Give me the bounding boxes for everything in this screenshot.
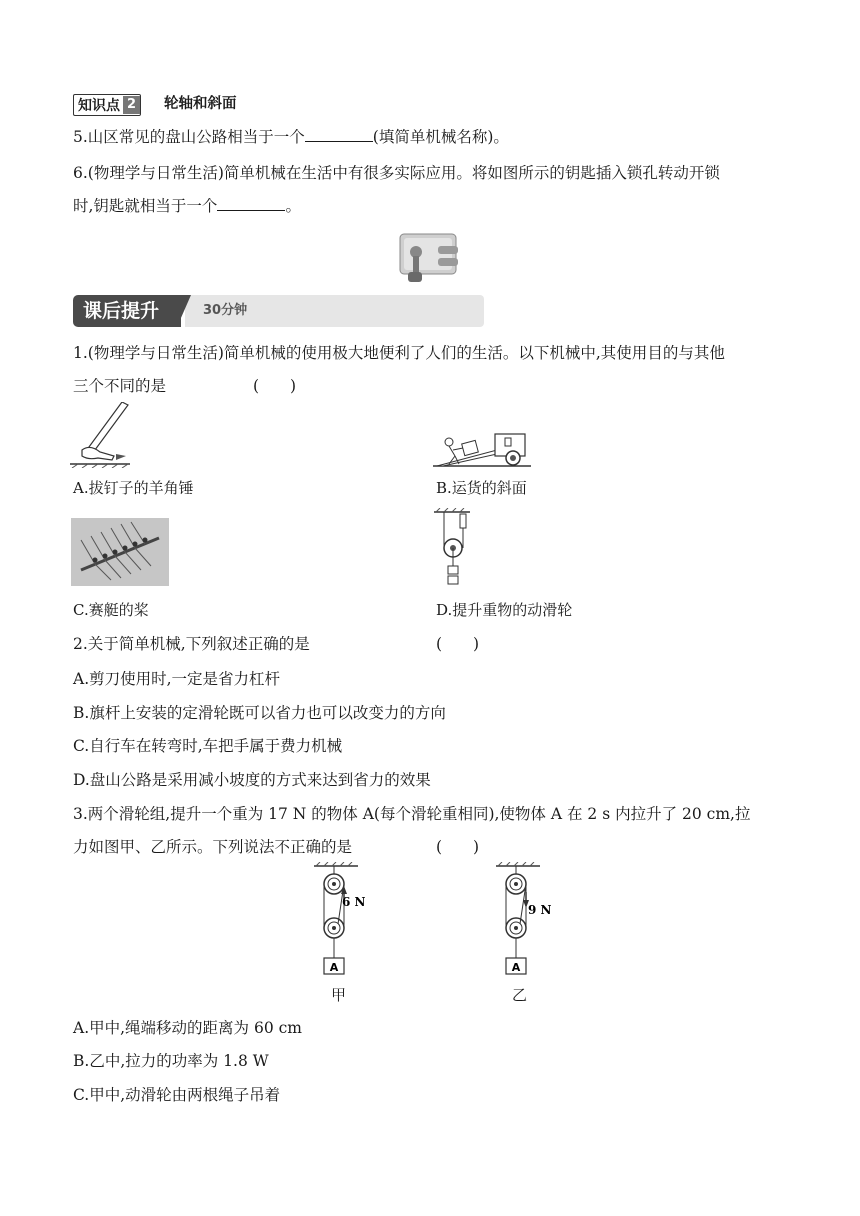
knowledge-point-label: 知识点 xyxy=(78,98,120,114)
option-c[interactable]: C.甲中,动滑轮由两根绳子吊着 xyxy=(73,1086,281,1104)
pulley-system-jia xyxy=(308,862,368,980)
lock-key-image xyxy=(394,228,466,284)
claw-hammer-image xyxy=(70,402,132,468)
question-1-line-1: 1.(物理学与日常生活)简单机械的使用极大地便利了人们的生活。以下机械中,其使用目的与其他 xyxy=(73,344,725,362)
option-d[interactable]: D.盘山公路是采用减小坡度的方式来达到省力的效果 xyxy=(73,771,431,789)
question-2-stem: 2.关于简单机械,下列叙述正确的是 xyxy=(73,635,310,653)
knowledge-point-number: 2 xyxy=(123,96,140,114)
block-label: A xyxy=(329,961,339,974)
answer-paren[interactable]: ( ) xyxy=(253,377,297,395)
question-3-line-2: 力如图甲、乙所示。下列说法不正确的是 xyxy=(73,838,353,856)
option-a[interactable]: A.剪刀使用时,一定是省力杠杆 xyxy=(73,670,281,688)
question-5: 5.山区常见的盘山公路相当于一个 (填简单机械名称)。 xyxy=(73,128,509,146)
option-b[interactable]: B.旗杆上安装的定滑轮既可以省力也可以改变力的方向 xyxy=(73,704,446,722)
option-d[interactable]: D.提升重物的动滑轮 xyxy=(436,601,573,619)
answer-blank[interactable] xyxy=(305,127,373,142)
option-a[interactable]: A.拔钉子的羊角锤 xyxy=(73,479,194,497)
rowing-boat-image xyxy=(71,518,169,586)
section-time: 30分钟 xyxy=(203,303,248,318)
option-b[interactable]: B.运货的斜面 xyxy=(436,479,527,497)
movable-pulley-image xyxy=(432,508,472,588)
block-label: A xyxy=(511,961,521,974)
answer-paren[interactable]: ( ) xyxy=(436,635,480,653)
question-3-line-1: 3.两个滑轮组,提升一个重为 17 N 的物体 A(每个滑轮重相同),使物体 A 在 2 s 内拉升了 20 cm,拉 xyxy=(73,805,751,823)
figure-caption-jia: 甲 xyxy=(331,986,347,1004)
option-c[interactable]: C.赛艇的桨 xyxy=(73,601,149,619)
section-banner xyxy=(73,295,484,327)
knowledge-point-title: 轮轴和斜面 xyxy=(164,96,237,112)
question-6-line-1: 6.(物理学与日常生活)简单机械在生活中有很多实际应用。将如图所示的钥匙插入锁孔转动开锁 xyxy=(73,164,720,182)
option-b[interactable]: B.乙中,拉力的功率为 1.8 W xyxy=(73,1052,269,1070)
figure-caption-yi: 乙 xyxy=(512,986,528,1004)
knowledge-point-badge xyxy=(73,94,141,116)
force-label: 9 N xyxy=(528,903,552,917)
question-6-line-2: 时,钥匙就相当于一个 。 xyxy=(73,197,301,215)
inclined-plane-image xyxy=(433,420,533,468)
option-a[interactable]: A.甲中,绳端移动的距离为 60 cm xyxy=(73,1019,303,1037)
section-title: 课后提升 xyxy=(73,295,181,327)
question-1-line-2: 三个不同的是 xyxy=(73,377,167,395)
answer-blank[interactable] xyxy=(217,196,285,211)
answer-paren[interactable]: ( ) xyxy=(436,838,480,856)
pulley-system-yi xyxy=(490,862,556,980)
option-c[interactable]: C.自行车在转弯时,车把手属于费力机械 xyxy=(73,737,343,755)
force-label: 6 N xyxy=(342,895,366,909)
